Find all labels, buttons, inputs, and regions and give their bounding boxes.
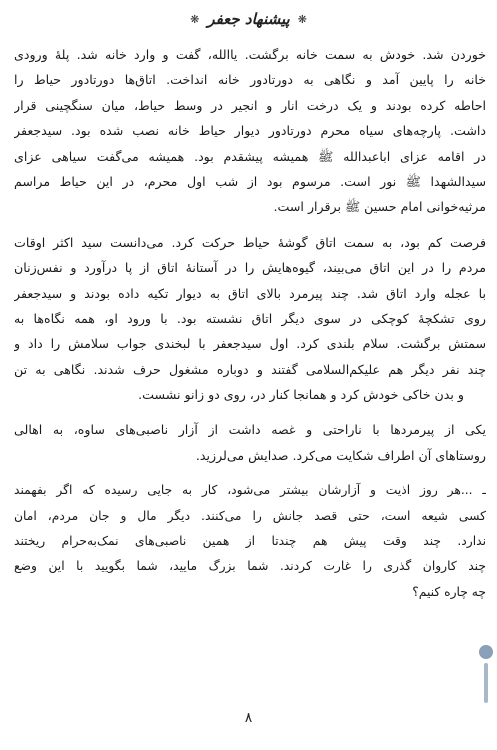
header-ornament-left: ❋ (190, 12, 200, 26)
text-line: روی تشکچهٔ کوچکی در سوی دیگر اتاق نشسته بود. با ورود او، همه نگاه‌ها به (14, 310, 486, 326)
text-line: داشت. پارچه‌های سیاه محرم دورتادور دیوار حیاط خانه نصب شده بود. سیدجعفر (14, 123, 486, 139)
text-line: ـ ...هر روز اذیت و آزارشان بیشتر می‌شود، کار به جایی رسیده که اگر بفهمند (14, 483, 486, 498)
text-line: چند نفر دیگر هم علیکم‌السلامی گفتند و دوباره مشغول حرف شدند. نگاهی به تن (14, 361, 486, 377)
text-line: فرصت کم بود، به سمت اتاق گوشهٔ حیاط حرکت کرد. می‌دانست سید اکثر اوقات (14, 234, 486, 250)
page-body-text (14, 42, 486, 615)
text-line: سیدالشهدا ﷺ نور است. مرسوم بود از شب اول محرم، در این حیاط مراسم (14, 173, 486, 189)
text-line: مرثیه‌خوانی امام حسین ﷺ برقرار است. (273, 199, 486, 215)
text-line: با عجله وارد اتاق شد. چند پیرمرد بالای اتاق به دیوار تکیه داده بودند و سیدجعفر (14, 285, 486, 301)
page-number: ۸ (244, 710, 253, 726)
running-header-title: پیشنهاد جعفر (207, 10, 290, 28)
text-line: مردم را در این اتاق می‌بیند، گیوه‌هایش را در آستانهٔ اتاق از پا درآورد و نفس‌زنان (14, 260, 486, 276)
paragraph (14, 417, 486, 468)
logo-mark (479, 645, 493, 659)
running-header (0, 8, 497, 30)
text-line: احاطه کرده بودند و یک درخت انار و انجیر در وسط حیاط، میان سنگچینی قرار (14, 97, 486, 113)
text-line: کسی شیعه است، حتی قصد جانش را می‌کنند. دیگر مال و جان مردم، امان (14, 508, 486, 523)
logo-stem (484, 663, 488, 703)
text-line: یکی از پیرمردها با ناراحتی و غصه داشت از آزار ناصبی‌های ساوه، به اهالی (14, 422, 486, 438)
publisher-logo-icon (477, 640, 495, 708)
text-line: خانه را پایین آمد و نگاهی به دورتادور خانه انداخت. اتاق‌ها دورتادور حیاط را (14, 72, 486, 88)
paragraph (14, 42, 486, 220)
text-line: روستاهای آن اطراف شکایت می‌کرد. صدایش می‌لرزید. (195, 447, 486, 463)
text-line: چه چاره کنیم؟ (412, 584, 486, 599)
dialogue-paragraph (14, 478, 486, 605)
paragraph (14, 230, 486, 408)
text-line: چند کاروان گذری را غارت کردند. شما بزرگ مایید، شما بگویید با این وضع (14, 559, 486, 574)
text-line: و بدن خاکی خودش کرد و همانجا کنار در، روی دو زانو نشست. (138, 387, 464, 403)
text-line: ندارد. چند وقت پیش هم چندتا از همین ناصبی‌های نمک‌به‌حرام ریختند (14, 534, 486, 549)
header-ornament-right: ❋ (297, 12, 307, 26)
text-line: در اقامه عزای اباعبدالله ﷺ همیشه پیشقدم بود. همیشه می‌گفت سیاهی عزای (14, 148, 486, 164)
text-line: سمتش برگشت. سلام بلندی کرد. اول سیدجعفر با لبخندی جواب سلامش را داد و (14, 336, 486, 352)
text-line: خوردن شد. خودش به سمت خانه برگشت. یاالله، گفت و وارد خانه شد. پلهٔ ورودی (14, 47, 486, 62)
